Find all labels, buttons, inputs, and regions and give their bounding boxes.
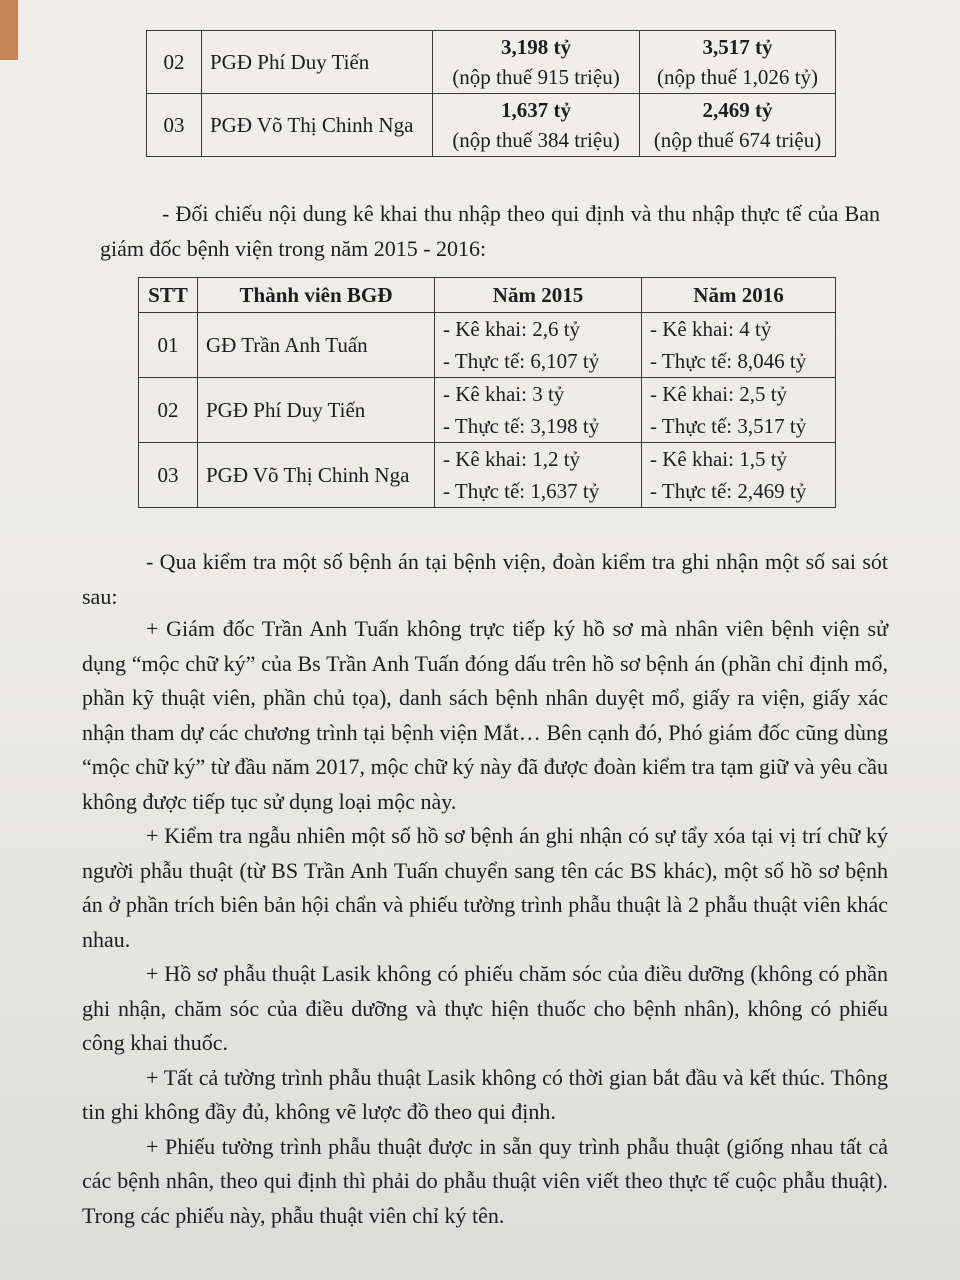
- tax-table: [146, 30, 836, 157]
- year-2015-cell: [433, 31, 640, 94]
- income-comparison-intro: - Đối chiếu nội dung kê khai thu nhập theo qui định và thu nhập thực tế của Ban giám đốc bệnh viện trong năm 2015 - 2016:: [100, 201, 880, 261]
- declared: - Kê khai: 4 tỷ: [650, 317, 772, 341]
- table-row: [147, 31, 836, 94]
- year-2016-cell: [642, 378, 836, 443]
- year-2015-cell: [433, 94, 640, 157]
- year-2015-cell: [435, 443, 642, 508]
- findings-list: [82, 612, 888, 1233]
- tax-note: (nộp thuế 1,026 tỷ): [657, 65, 818, 89]
- member-cell: PGĐ Võ Thị Chinh Nga: [202, 94, 433, 157]
- amount: 3,198 tỷ: [501, 35, 571, 59]
- stt-cell: 02: [139, 378, 198, 443]
- actual: - Thực tế: 1,637 tỷ: [443, 479, 600, 503]
- amount: 2,469 tỷ: [702, 98, 773, 122]
- year-2015-cell: [435, 313, 642, 378]
- inspection-intro: - Qua kiểm tra một số bệnh án tại bệnh viện, đoàn kiểm tra ghi nhận một số sai sót sau:: [82, 549, 888, 609]
- page-edge: [0, 0, 18, 60]
- income-table: [138, 277, 836, 508]
- stt-cell: 03: [147, 94, 202, 157]
- member-cell: PGĐ Võ Thị Chinh Nga: [198, 443, 435, 508]
- tax-note: (nộp thuế 384 triệu): [452, 128, 620, 152]
- declared: - Kê khai: 2,5 tỷ: [650, 382, 788, 406]
- header-2015: Năm 2015: [435, 278, 642, 313]
- header-2016: Năm 2016: [642, 278, 836, 313]
- amount: 1,637 tỷ: [501, 98, 571, 122]
- year-2016-cell: [640, 31, 836, 94]
- declared: - Kê khai: 3 tỷ: [443, 382, 565, 406]
- stt-cell: 03: [139, 443, 198, 508]
- actual: - Thực tế: 3,517 tỷ: [650, 414, 807, 438]
- actual: - Thực tế: 8,046 tỷ: [650, 349, 807, 373]
- declared: - Kê khai: 1,2 tỷ: [443, 447, 581, 471]
- finding-item: + Tất cả tường trình phẫu thuật Lasik không có thời gian bắt đầu và kết thúc. Thông tin ghi không đầy đủ, không vẽ lược đồ theo qui định.: [82, 1064, 888, 1124]
- tax-note: (nộp thuế 674 triệu): [653, 128, 822, 152]
- table-row: [139, 378, 836, 443]
- finding-item: + Giám đốc Trần Anh Tuấn không trực tiếp ký hồ sơ mà nhân viên bệnh viện sử dụng “mộc chữ ký” của Bs Trần Anh Tuấn đóng dấu trên hồ sơ bệnh án (phần chỉ định mổ, phần kỹ thuật viên, phần chủ tọa), danh sách bệnh nhân duyệt mổ, giấy ra viện, giấy xác nhận tham dự các chương trình tại bệnh viện Mắt… Bên cạnh đó, Phó giám đốc cũng dùng “mộc chữ ký” từ đầu năm 2017, mộc chữ ký này đã được đoàn kiểm tra tạm giữ và yêu cầu không được tiếp tục sử dụng loại mộc này.: [82, 616, 888, 814]
- year-2016-cell: [640, 94, 836, 157]
- member-cell: PGĐ Phí Duy Tiến: [202, 31, 433, 94]
- header-stt: STT: [139, 278, 198, 313]
- tax-note: (nộp thuế 915 triệu): [452, 65, 620, 89]
- year-2016-cell: [642, 313, 836, 378]
- stt-cell: 01: [139, 313, 198, 378]
- actual: - Thực tế: 2,469 tỷ: [650, 479, 807, 503]
- header-member: Thành viên BGĐ: [198, 278, 435, 313]
- actual: - Thực tế: 6,107 tỷ: [443, 349, 600, 373]
- table-header: [139, 278, 836, 313]
- year-2016-cell: [642, 443, 836, 508]
- year-2015-cell: [435, 378, 642, 443]
- finding-item: + Phiếu tường trình phẫu thuật được in sẵn quy trình phẫu thuật (giống nhau tất cả các bệnh nhân, theo qui định thì phải do phẫu thuật viên viết theo thực tế cuộc phẫu thuật). Trong các phiếu này, phẫu thuật viên chỉ ký tên.: [82, 1133, 888, 1228]
- declared: - Kê khai: 2,6 tỷ: [443, 317, 581, 341]
- table-row: [147, 94, 836, 157]
- finding-item: + Hồ sơ phẫu thuật Lasik không có phiếu chăm sóc của điều dưỡng (không có phần ghi nhận, chăm sóc của điều dưỡng và thực hiện thuốc cho bệnh nhân), không có phiếu công khai thuốc.: [82, 961, 888, 1055]
- stt-cell: 02: [147, 31, 202, 94]
- finding-item: + Kiểm tra ngẫu nhiên một số hồ sơ bệnh án ghi nhận có sự tẩy xóa tại vị trí chữ ký người phẫu thuật (từ BS Trần Anh Tuấn chuyển sang tên các BS khác), một số hồ sơ bệnh án ở phần trích biên bản hội chẩn và phiếu tường trình phẫu thuật là 2 phẫu thuật viên khác nhau.: [82, 823, 888, 952]
- actual: - Thực tế: 3,198 tỷ: [443, 414, 600, 438]
- table-row: [139, 313, 836, 378]
- table-row: [139, 443, 836, 508]
- member-cell: PGĐ Phí Duy Tiến: [198, 378, 435, 443]
- declared: - Kê khai: 1,5 tỷ: [650, 447, 788, 471]
- amount: 3,517 tỷ: [702, 35, 773, 59]
- member-cell: GĐ Trần Anh Tuấn: [198, 313, 435, 378]
